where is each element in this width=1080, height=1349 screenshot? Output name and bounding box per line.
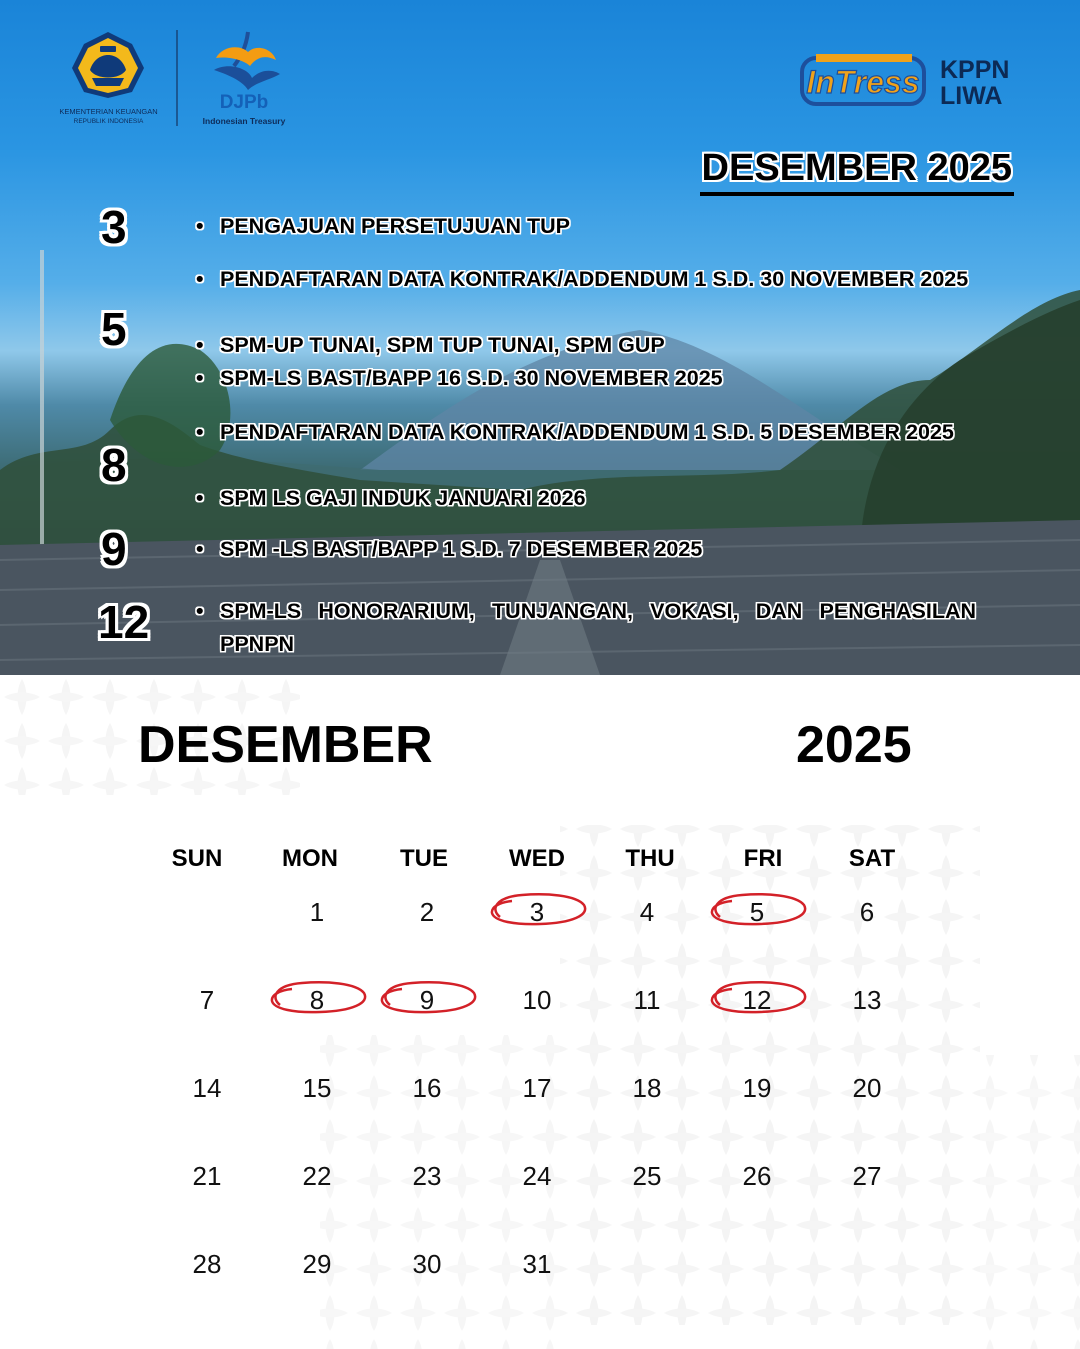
calendar-date-11: 11	[633, 985, 661, 1015]
calendar-date-5: 5	[749, 897, 765, 927]
kemenkeu-emblem-icon	[70, 30, 146, 100]
schedule-item: • PENDAFTARAN DATA KONTRAK/ADDENDUM 1 S.D. 30 NOVEMBER 2025	[196, 267, 969, 291]
calendar-date-18: 18	[632, 1073, 662, 1103]
weekday-mon: MON	[282, 845, 338, 872]
calendar-date-10: 10	[522, 985, 552, 1015]
schedule-month-title: DESEMBER 2025	[700, 144, 1014, 196]
djpb-subtitle: Indonesian Treasury	[202, 116, 286, 126]
kemenkeu-name: KEMENTERIAN KEUANGAN	[59, 107, 158, 116]
schedule-item: • SPM-LS BAST/BAPP 16 S.D. 30 NOVEMBER 2025	[196, 366, 723, 390]
calendar-date-22: 22	[302, 1161, 332, 1191]
calendar-date-21: 21	[192, 1161, 222, 1191]
calendar-date-20: 20	[852, 1073, 882, 1103]
schedule-day-12: 12	[98, 596, 150, 648]
calendar-date-2: 2	[419, 897, 435, 927]
calendar-date-24: 24	[522, 1161, 552, 1191]
calendar-date-26: 26	[742, 1161, 772, 1191]
calendar-date-13: 13	[852, 985, 882, 1015]
schedule-item: • SPM-UP TUNAI, SPM TUP TUNAI, SPM GUP	[196, 333, 665, 357]
schedule-day-9: 9	[101, 523, 127, 575]
calendar-date-31: 31	[522, 1249, 552, 1279]
calendar-date-27: 27	[852, 1161, 882, 1191]
schedule-item: • PENGAJUAN PERSETUJUAN TUP	[196, 214, 571, 238]
weekday-sat: SAT	[848, 845, 896, 872]
calendar-date-19: 19	[742, 1073, 772, 1103]
schedule-item: • SPM LS GAJI INDUK JANUARI 2026	[196, 486, 586, 510]
intress-logo	[800, 52, 930, 110]
djpb-name: DJPb	[219, 92, 269, 113]
schedule-item: • SPM-LS HONORARIUM, TUNJANGAN, VOKASI, DAN PENGHASILAN PPNPN	[196, 599, 976, 656]
schedule-day-5: 5	[101, 303, 127, 355]
schedule-item: • PENDAFTARAN DATA KONTRAK/ADDENDUM 1 S.D. 5 DESEMBER 2025	[196, 420, 954, 444]
weekday-wed: WED	[509, 845, 565, 872]
calendar-date-8: 8	[309, 985, 325, 1015]
calendar-date-15: 15	[302, 1073, 332, 1103]
calendar-date-1: 1	[309, 897, 325, 927]
calendar-date-28: 28	[192, 1249, 222, 1279]
calendar-month: DESEMBER	[138, 716, 433, 774]
djpb-mark-icon	[204, 28, 284, 100]
calendar-date-16: 16	[412, 1073, 442, 1103]
calendar-date-14: 14	[192, 1073, 222, 1103]
intress-logo-text: InTress	[806, 64, 920, 100]
kemenkeu-subname: REPUBLIK INDONESIA	[73, 118, 144, 125]
calendar-date-25: 25	[632, 1161, 662, 1191]
calendar-date-30: 30	[412, 1249, 442, 1279]
kppn-label	[940, 57, 1009, 109]
logo-divider	[176, 30, 178, 126]
weekday-tue: TUE	[400, 845, 448, 872]
calendar-date-7: 7	[199, 985, 215, 1015]
schedule-item: • SPM -LS BAST/BAPP 1 S.D. 7 DESEMBER 2025	[196, 537, 703, 561]
weekday-fri: FRI	[743, 845, 783, 872]
weekday-sun: SUN	[171, 845, 223, 872]
weekday-thu: THU	[625, 845, 675, 872]
calendar-date-3: 3	[529, 897, 545, 927]
calendar-date-29: 29	[302, 1249, 332, 1279]
calendar-date-17: 17	[522, 1073, 552, 1103]
calendar-date-4: 4	[639, 897, 655, 927]
schedule-day-3: 3	[101, 201, 127, 253]
calendar-section	[0, 675, 1080, 1349]
calendar-date-12: 12	[742, 985, 772, 1015]
kppn-line2: LIWA	[940, 82, 1003, 110]
calendar-date-9: 9	[419, 985, 435, 1015]
schedule-day-8: 8	[101, 439, 127, 491]
calendar-date-23: 23	[412, 1161, 442, 1191]
kppn-line1: KPPN	[940, 56, 1010, 84]
calendar-year: 2025	[796, 716, 912, 774]
calendar-date-6: 6	[859, 897, 875, 927]
